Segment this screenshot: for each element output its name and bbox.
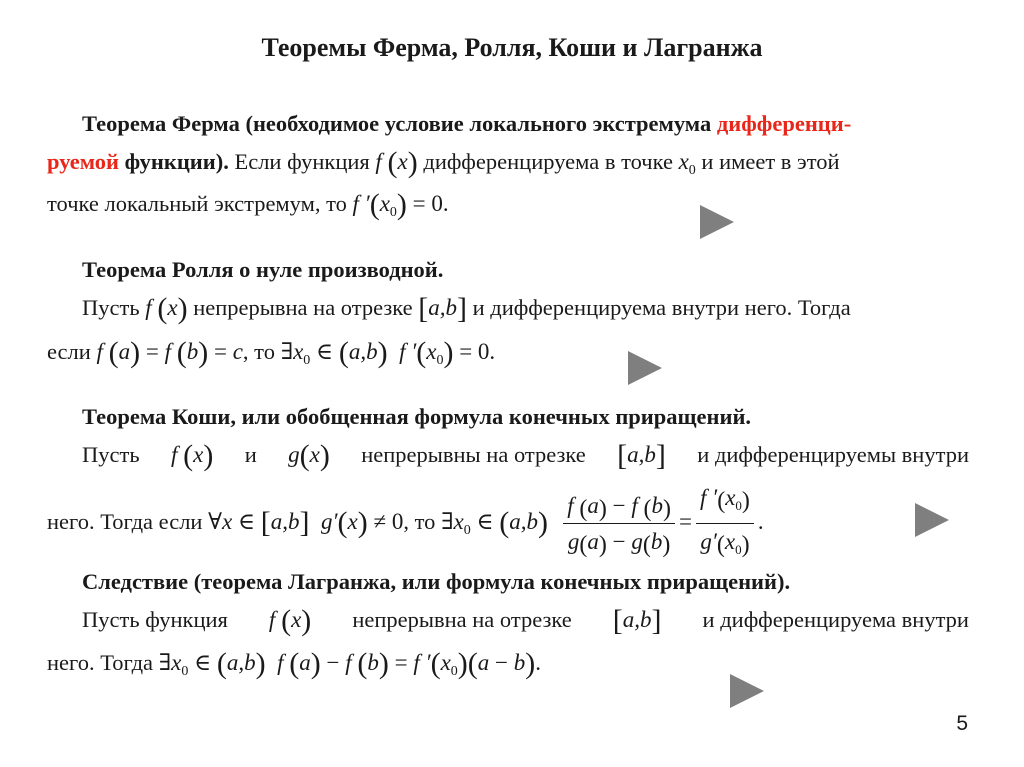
fermat-text-3: и имеет в этой xyxy=(695,149,840,174)
cauchy-line-2: него. Тогда если ∀x ∈ [a,b] g′(x) ≠ 0, то $\exists x_0$ ∈ (a,b) $\frac{f (a) - f (b)}{g(a) - g(b)}$ = $\frac{f '(x_0)}{g'(x_0)}$ . xyxy=(47,484,764,564)
rolle-text-4: если xyxy=(47,339,97,364)
formula-cauchy-left-fraction: $\frac{f (a) - f (b)}{g(a) - g(b)}$ xyxy=(563,492,675,556)
formula-f-x: f (x) xyxy=(170,439,214,472)
formula-cauchy-condition: ∀x ∈ [a,b] g′(x) ≠ 0 xyxy=(208,506,404,540)
cauchy-text-3: непрерывны на отрезке xyxy=(361,442,586,467)
formula-cauchy-exists: $\exists x_0$ ∈ (a,b) xyxy=(441,506,549,540)
fermat-text-2: дифференцируема в точке xyxy=(417,149,679,174)
slide-title: Теоремы Ферма, Ролля, Коши и Лагранжа xyxy=(261,33,763,62)
lagrange-heading: Следствие (теорема Лагранжа, или формула конечных приращений). xyxy=(82,569,791,594)
cauchy-text-6: , то xyxy=(403,509,442,535)
formula-g-x: g(x) xyxy=(288,439,330,472)
formula-rolle-result: $\exists x_0$ ∈ (a,b) f $'(x_0) = 0$. xyxy=(280,336,496,369)
lagrange-text-1: Пусть функция xyxy=(82,607,228,632)
cauchy-line-1 xyxy=(82,439,969,472)
cauchy-heading: Теорема Коши, или обобщенная формула конечных приращений. xyxy=(82,404,752,429)
formula-interval-ab: [a,b] xyxy=(617,439,666,472)
formula-lagrange: $\exists x_0$ ∈ (a,b) f (a) − f (b) = f $'(x_0)(a - b)$. xyxy=(158,647,542,680)
fermat-text-4: точке локальный экстремум, то xyxy=(47,191,353,216)
fermat-highlight-2: руемой xyxy=(47,149,120,174)
formula-f-x: f (x) xyxy=(268,604,312,637)
page-number: 5 xyxy=(956,712,968,735)
cauchy-text-2: и xyxy=(244,442,257,467)
rolle-text-2: непрерывна на отрезке xyxy=(187,295,419,320)
lagrange-text-3: и дифференцируема внутри xyxy=(702,607,969,632)
fermat-line-1 xyxy=(82,110,851,138)
formula-x0: $x_0$ xyxy=(678,149,696,178)
rolle-heading: Теорема Ролля о нуле производной. xyxy=(82,257,444,282)
play-arrow-icon[interactable] xyxy=(628,351,662,385)
rolle-text-3: и дифференцируема внутри него. Тогда xyxy=(467,295,851,320)
lagrange-text-2: непрерывна на отрезке xyxy=(352,607,572,632)
play-arrow-icon[interactable] xyxy=(700,205,734,239)
lagrange-line-1 xyxy=(82,604,969,637)
fermat-line-3 xyxy=(47,190,449,227)
rolle-text-5: , то xyxy=(242,339,281,364)
rolle-line-1 xyxy=(82,292,851,325)
formula-interval-ab: [a,b] xyxy=(612,604,662,637)
fermat-line-2 xyxy=(47,148,840,185)
rolle-line-2 xyxy=(47,338,495,375)
cauchy-text-1: Пусть xyxy=(82,442,140,467)
formula-rolle-condition: f (a) = f (b) = c xyxy=(96,336,243,369)
formula-f-x: f (x) xyxy=(375,146,418,179)
fermat-text-1: Если функция xyxy=(228,149,376,174)
fermat-highlight-1: дифференци- xyxy=(716,111,852,136)
play-arrow-icon[interactable] xyxy=(730,674,764,708)
cauchy-text-5: него. Тогда если xyxy=(47,509,209,535)
play-arrow-icon[interactable] xyxy=(915,503,949,537)
formula-interval-ab: [a,b] xyxy=(418,292,467,325)
lagrange-text-4: него. Тогда xyxy=(47,650,159,675)
lagrange-line-2 xyxy=(47,649,541,686)
fermat-heading-end: функции). xyxy=(119,149,229,174)
formula-f-x: f (x) xyxy=(145,292,188,325)
rolle-text-1: Пусть xyxy=(82,295,146,320)
formula-fermat-result: f $'(x_0) = 0$. xyxy=(352,188,449,221)
formula-cauchy-right-fraction: $\frac{f '(x_0)}{g'(x_0)}$ xyxy=(696,484,754,564)
fermat-heading: Теорема Ферма xyxy=(82,111,240,136)
cauchy-text-4: и дифференцируемы внутри xyxy=(697,442,969,467)
fermat-heading-rest: (необходимое условие локального экстремума xyxy=(239,111,717,136)
